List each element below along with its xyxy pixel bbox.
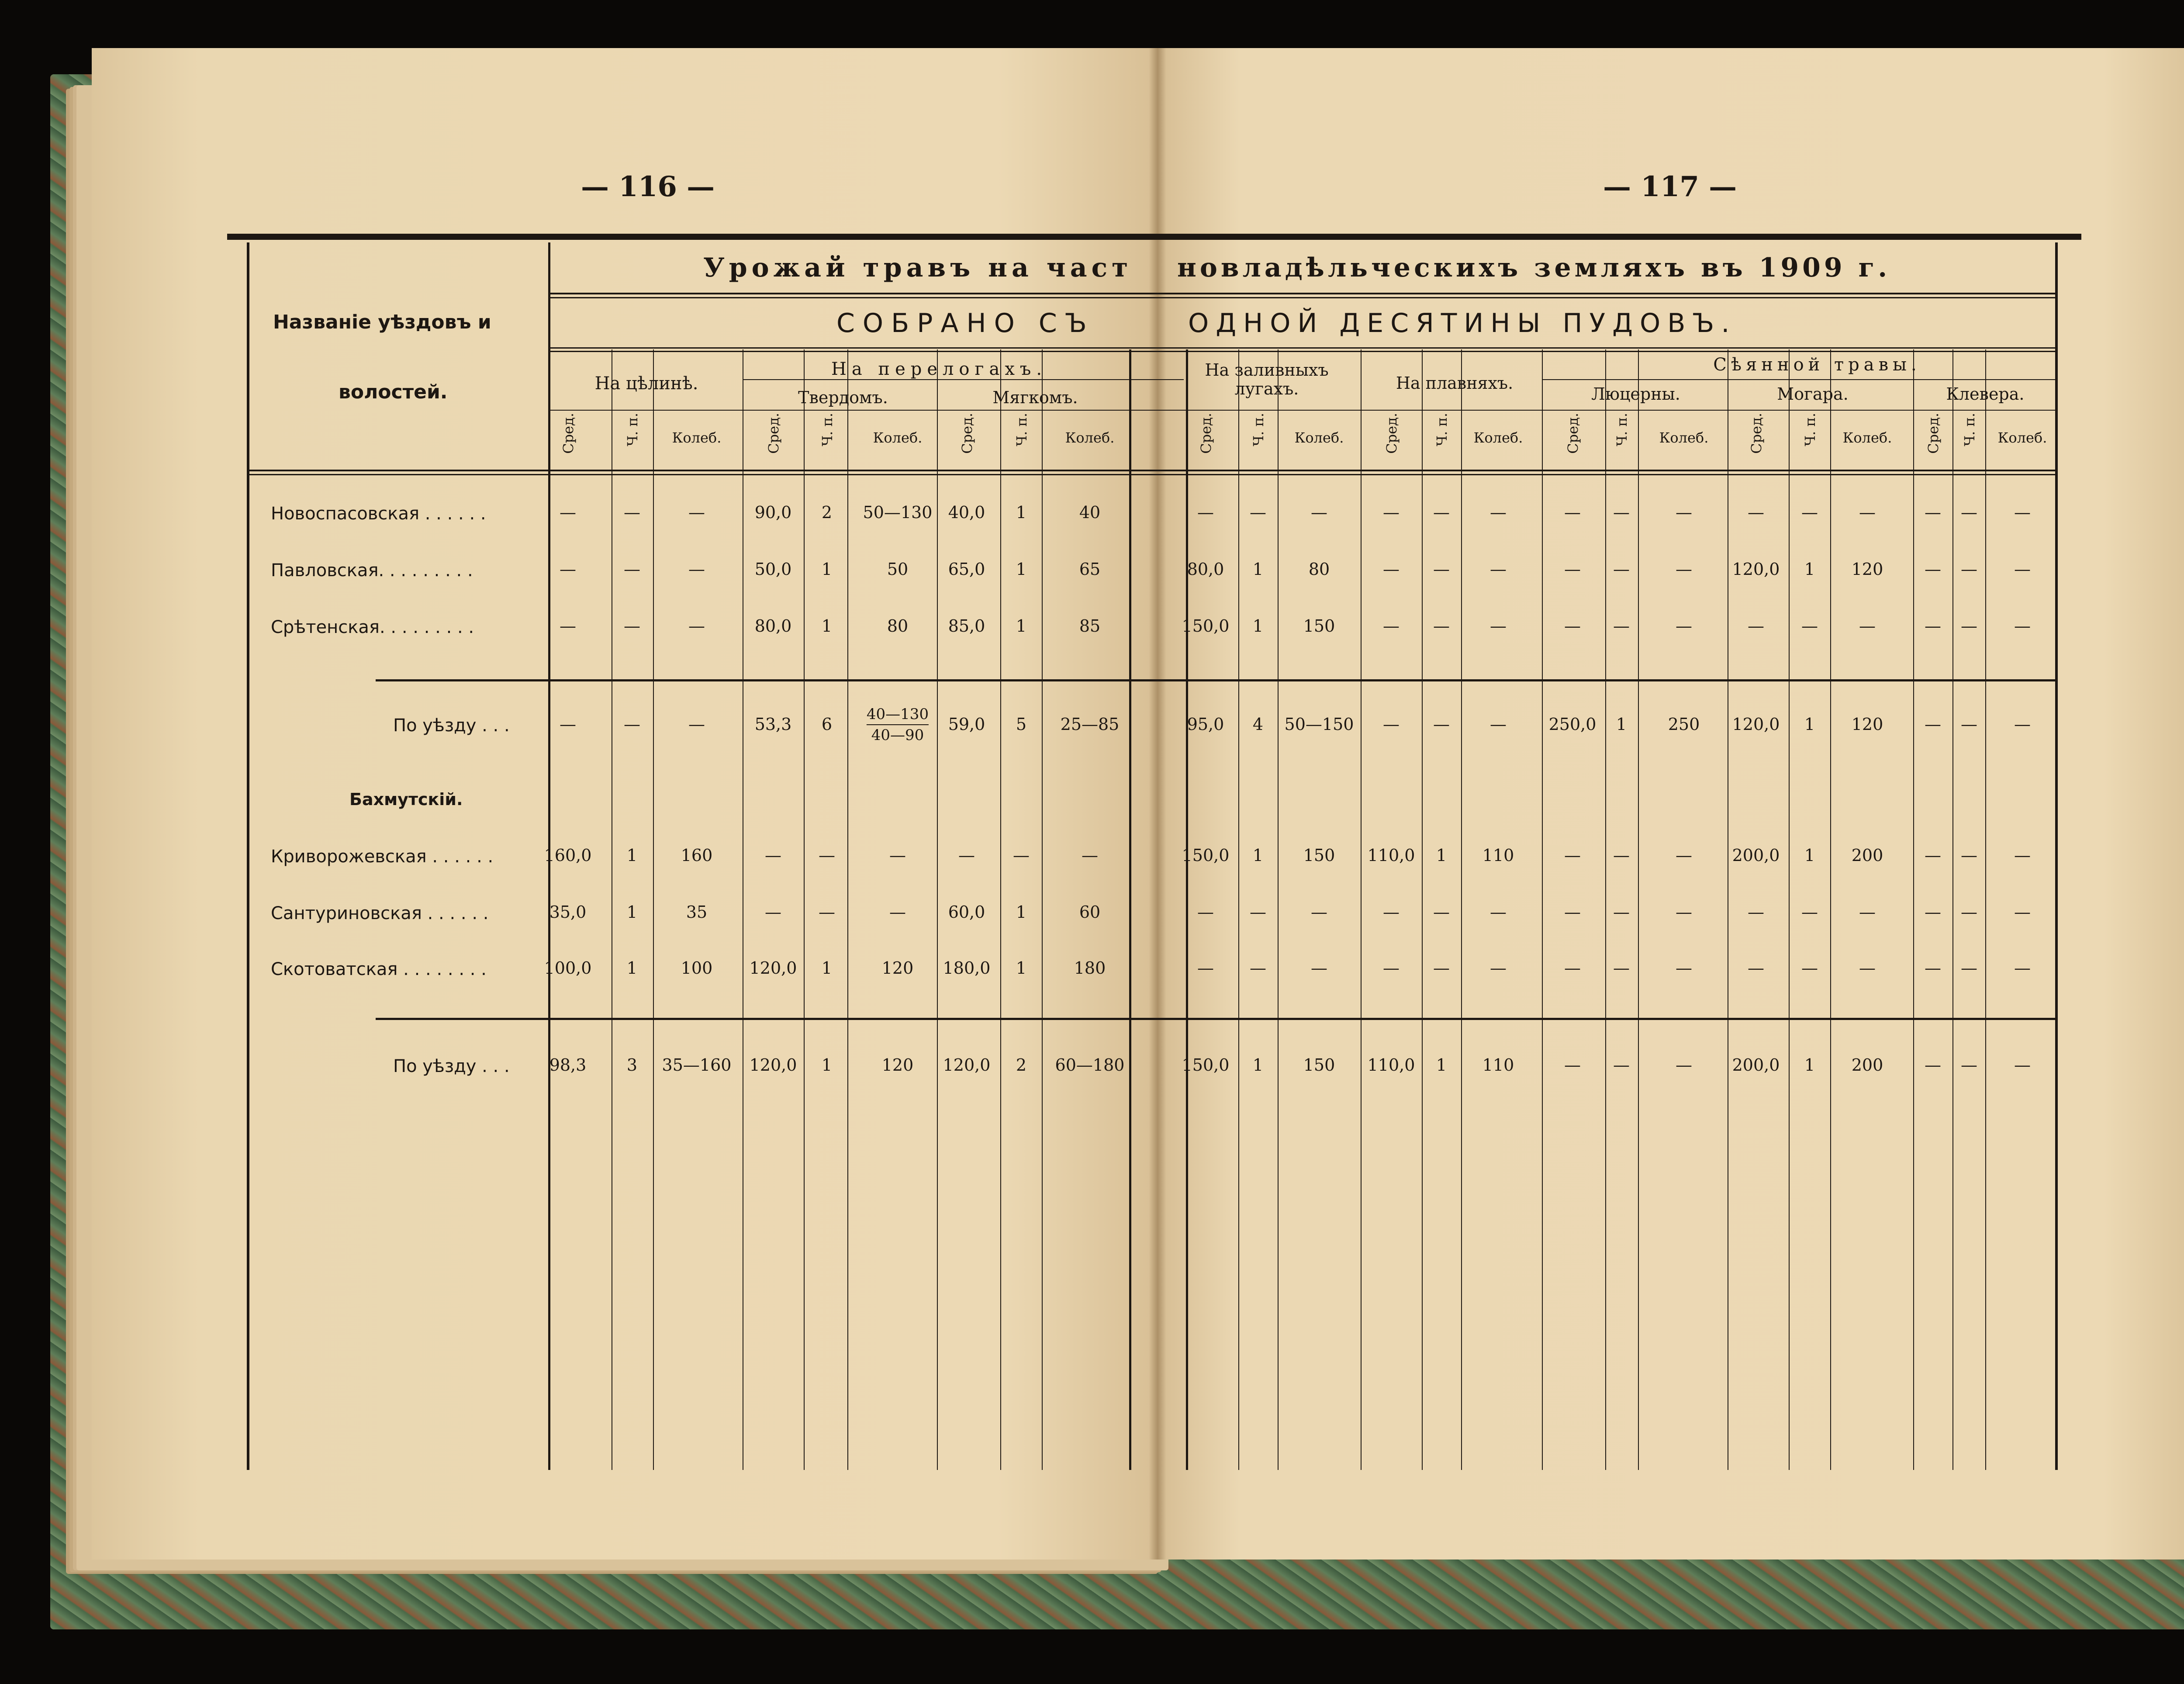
table-cell: 1 (1804, 715, 1815, 734)
table-cell: — (1383, 616, 1400, 636)
table-cell: 50—150 (1284, 715, 1354, 734)
subheader-range: Колеб. (1659, 429, 1709, 446)
table-cell: 120 (1851, 715, 1883, 734)
table-cell: 120,0 (1732, 715, 1780, 734)
table-cell: 1 (1252, 846, 1264, 865)
table-cell: — (1564, 503, 1581, 522)
table-cell: — (1925, 1055, 1941, 1075)
col-group-meadow-line2: лугахъ. (1234, 379, 1299, 398)
column-rule-17 (1605, 349, 1606, 1470)
table-cell: — (624, 616, 640, 636)
table-cell: — (560, 560, 576, 579)
table-cell: 50—130 (863, 503, 933, 522)
table-cell: — (1961, 846, 1977, 865)
table-cell: 1 (1016, 616, 1027, 636)
table-cell: 1 (821, 1055, 833, 1075)
subheader-avg: Сред. (1925, 413, 1942, 454)
total-row-label: По уѣзду . . . (393, 1056, 510, 1076)
table-cell: — (1433, 903, 1450, 922)
fallow-sub-rule (743, 379, 1184, 380)
table-cell: 150,0 (1182, 1055, 1230, 1075)
subheader-range: Колеб. (873, 429, 923, 446)
subheader-avg: Сред. (765, 413, 782, 454)
column-rule-15 (1461, 349, 1462, 1470)
col-subgroup-fallow-soft: Мягкомъ. (992, 388, 1078, 407)
table-cell: 1 (626, 958, 638, 978)
table-cell: — (2014, 715, 2031, 734)
table-cell: — (2014, 1055, 2031, 1075)
table-cell: — (688, 503, 705, 522)
column-rule-22 (1913, 349, 1914, 1470)
table-cell: 85 (1079, 616, 1101, 636)
header-bottom-rule (247, 470, 2057, 471)
title-underline-2 (548, 297, 2057, 298)
table-cell: 1 (1016, 958, 1027, 978)
table-cell: — (2014, 846, 2031, 865)
table-cell: 150,0 (1182, 616, 1230, 636)
table-cell: — (1433, 560, 1450, 579)
table-cell: 1 (626, 903, 638, 922)
table-cell: — (688, 715, 705, 734)
subheader-count: Ч. п. (624, 413, 641, 446)
column-rule-7 (1000, 349, 1001, 1470)
table-cell: — (1748, 503, 1764, 522)
table-cell: — (1433, 503, 1450, 522)
table-cell: — (1383, 715, 1400, 734)
table-cell: 250 (1668, 715, 1700, 734)
col-subgroup-mohar: Могара. (1777, 384, 1849, 404)
table-cell: 1 (626, 846, 638, 865)
table-cell: 1 (1436, 846, 1447, 865)
table-cell: 100,0 (544, 958, 592, 978)
table-cell: 50,0 (754, 560, 792, 579)
table-cell: — (1925, 958, 1941, 978)
table-cell: — (1961, 560, 1977, 579)
table-cell: 160 (681, 846, 713, 865)
subheader-count: Ч. п. (1013, 413, 1030, 446)
table-cell: 1 (1016, 903, 1027, 922)
row-label: Сантуриновская . . . . . . (271, 903, 489, 923)
table-cell: 80 (1308, 560, 1330, 579)
table-cell: — (1801, 903, 1818, 922)
table-cell: 40 (1079, 503, 1101, 522)
table-cell: 65,0 (948, 560, 985, 579)
table-cell: 3 (626, 1055, 638, 1075)
table-cell: 150,0 (1182, 846, 1230, 865)
table-cell: — (1748, 958, 1764, 978)
table-cell: — (1490, 616, 1507, 636)
table-cell: 1 (1436, 1055, 1447, 1075)
row-label: Срѣтенская. . . . . . . . . (271, 617, 474, 637)
table-cell: — (1383, 903, 1400, 922)
column-rule-8 (1042, 349, 1043, 1470)
table-cell: — (1676, 503, 1692, 522)
table-cell: — (2014, 616, 2031, 636)
column-rule-13 (1361, 349, 1362, 1470)
table-cell: 150 (1303, 1055, 1335, 1075)
col-subgroup-fallow-hard: Твердомъ. (798, 388, 888, 407)
column-rule-4 (804, 349, 805, 1470)
table-cell: — (1859, 616, 1876, 636)
table-cell: — (1676, 560, 1692, 579)
table-cell: — (958, 846, 975, 865)
table-cell: 1 (1804, 1055, 1815, 1075)
subheader-count: Ч. п. (1961, 413, 1978, 446)
subheader-avg: Сред. (1565, 413, 1581, 454)
table-cell: — (1925, 560, 1941, 579)
table-cell: 120 (881, 958, 914, 978)
table-cell: — (1564, 846, 1581, 865)
table-cell: — (2014, 503, 2031, 522)
subheader-range: Колеб. (1065, 429, 1115, 446)
table-cell: 200 (1851, 1055, 1883, 1075)
table-cell: 1 (1016, 560, 1027, 579)
table-cell: — (1383, 503, 1400, 522)
table-cell: — (1311, 503, 1327, 522)
table-cell: — (1961, 616, 1977, 636)
subheader-avg: Сред. (959, 413, 975, 454)
stub-header-line2: волостей. (339, 381, 448, 403)
row-label: Новоспасовская . . . . . . (271, 504, 486, 524)
table-cell: — (1613, 616, 1630, 636)
table-cell: — (1311, 958, 1327, 978)
table-cell: — (1383, 958, 1400, 978)
left-page-number: — 116 — (581, 170, 715, 203)
column-rule-18 (1638, 349, 1639, 1470)
subheader-range: Колеб. (1997, 429, 2047, 446)
subtitle-underline (548, 347, 2057, 349)
table-cell: 35 (686, 903, 708, 922)
column-rule-5 (847, 349, 848, 1470)
table-cell: — (819, 903, 835, 922)
table-cell: — (1013, 846, 1030, 865)
table-cell: — (2014, 903, 2031, 922)
table-cell: 110,0 (1367, 1055, 1415, 1075)
table-cell: 120,0 (749, 1055, 797, 1075)
table-cell: — (1564, 560, 1581, 579)
col-subgroup-clover: Клевера. (1946, 384, 2025, 404)
column-rule-21 (1830, 349, 1831, 1470)
table-cell: 1 (1252, 560, 1264, 579)
col-group-sown: Сѣянной травы. (1713, 355, 1921, 375)
column-rule-6 (937, 349, 938, 1470)
table-cell: — (560, 715, 576, 734)
table-cell: 60—180 (1055, 1055, 1125, 1075)
table-cell: 65 (1079, 560, 1101, 579)
right-page-number: — 117 — (1603, 170, 1737, 203)
table-cell: 1 (1016, 503, 1027, 522)
subheader-range: Колеб. (1294, 429, 1344, 446)
table-cell: — (765, 846, 781, 865)
table-subtitle-left: СОБРАНО СЪ (836, 308, 1095, 339)
table-cell: — (1859, 503, 1876, 522)
table-cell: — (1801, 958, 1818, 978)
subheader-avg: Сред. (560, 413, 577, 454)
subheader-count: Ч. п. (1250, 413, 1267, 446)
table-cell: 1 (821, 560, 833, 579)
table-cell: — (688, 616, 705, 636)
table-cell: — (1613, 1055, 1630, 1075)
column-rule-11 (1238, 349, 1239, 1470)
table-cell: — (1383, 560, 1400, 579)
left-border (247, 242, 249, 1470)
col-group-floodplain: На плавняхъ. (1396, 373, 1514, 393)
table-cell: — (1801, 616, 1818, 636)
sown-sub-rule (1542, 379, 2057, 380)
table-cell: — (624, 715, 640, 734)
table-cell: — (1613, 503, 1630, 522)
table-cell: 60,0 (948, 903, 985, 922)
table-cell: 35—160 (662, 1055, 732, 1075)
table-cell: 2 (1016, 1055, 1027, 1075)
column-rule-2 (653, 349, 654, 1470)
table-cell: — (1676, 616, 1692, 636)
table-cell: — (1197, 958, 1214, 978)
table-cell: — (1250, 958, 1266, 978)
total-rule-2 (376, 1018, 2057, 1020)
right-border (2055, 242, 2058, 1470)
table-cell: — (1490, 958, 1507, 978)
table-cell: 1 (821, 616, 833, 636)
table-cell: 110 (1482, 1055, 1514, 1075)
table-cell: 150 (1303, 616, 1335, 636)
stub-header-line1: Названіе уѣздовъ и (273, 311, 491, 333)
subheader-count: Ч. п. (1434, 413, 1450, 446)
table-cell: 1 (1804, 846, 1815, 865)
table-cell: — (1676, 958, 1692, 978)
table-cell: — (1859, 903, 1876, 922)
table-cell: — (1433, 958, 1450, 978)
table-cell: — (1564, 1055, 1581, 1075)
table-cell: — (624, 560, 640, 579)
top-rule (227, 234, 2081, 240)
subheader-avg: Сред. (1748, 413, 1765, 454)
column-rule-10 (1186, 349, 1188, 1470)
table-cell: — (1613, 560, 1630, 579)
column-rule-20 (1789, 349, 1790, 1470)
table-cell: — (1961, 715, 1977, 734)
table-cell: 200,0 (1732, 846, 1780, 865)
col-group-meadow-line1: На заливныхъ (1205, 360, 1329, 380)
table-cell: 85,0 (948, 616, 985, 636)
table-cell: 2 (821, 503, 833, 522)
table-cell: — (1676, 846, 1692, 865)
table-cell: — (1676, 903, 1692, 922)
table-cell: — (1961, 958, 1977, 978)
col-subgroup-lucerne: Люцерны. (1591, 384, 1680, 404)
table-cell: — (1748, 616, 1764, 636)
table-cell: 200 (1851, 846, 1883, 865)
table-cell: — (688, 560, 705, 579)
table-cell: 1 (1804, 560, 1815, 579)
table-cell: 60 (1079, 903, 1101, 922)
table-cell: — (1250, 503, 1266, 522)
column-rule-24 (1985, 349, 1986, 1470)
table-cell: — (819, 846, 835, 865)
column-rule-12 (1278, 349, 1279, 1470)
table-cell: — (1925, 503, 1941, 522)
table-cell: — (1925, 903, 1941, 922)
table-cell: — (1748, 903, 1764, 922)
subheader-range: Колеб. (1842, 429, 1892, 446)
table-cell: — (889, 846, 906, 865)
column-rule-23 (1952, 349, 1953, 1470)
row-label: Скотоватская . . . . . . . . (271, 959, 487, 979)
table-cell: 6 (821, 715, 833, 734)
subheader-avg: Сред. (1198, 413, 1214, 454)
table-cell: — (1859, 958, 1876, 978)
table-cell: — (1961, 1055, 1977, 1075)
table-cell: 80,0 (1187, 560, 1224, 579)
subheader-count: Ч. п. (1614, 413, 1630, 446)
table-cell: — (624, 503, 640, 522)
table-cell: — (1564, 903, 1581, 922)
table-cell: 40—130 40—90 (867, 704, 929, 745)
table-cell: — (1961, 903, 1977, 922)
table-cell: 180 (1074, 958, 1106, 978)
subheader-range: Колеб. (1473, 429, 1523, 446)
table-title-left: Урожай травъ на част (703, 252, 1133, 283)
table-cell: 53,3 (754, 715, 792, 734)
table-cell: 4 (1252, 715, 1264, 734)
table-cell: — (1197, 903, 1214, 922)
table-cell: — (1311, 903, 1327, 922)
table-cell: — (1925, 715, 1941, 734)
table-cell: — (560, 616, 576, 636)
table-cell: — (1490, 560, 1507, 579)
table-cell: — (1564, 616, 1581, 636)
table-cell: 80 (887, 616, 909, 636)
table-cell: 110,0 (1367, 846, 1415, 865)
table-cell: 1 (1252, 1055, 1264, 1075)
table-cell: 59,0 (948, 715, 985, 734)
row-label: Павловская. . . . . . . . . (271, 560, 473, 581)
table-cell: — (1613, 903, 1630, 922)
table-cell: — (1801, 503, 1818, 522)
table-cell: 1 (1616, 715, 1627, 734)
col-group-virgin: На цѣлинѣ. (594, 373, 698, 394)
subheader-range: Колеб. (672, 429, 722, 446)
table-cell: — (1925, 616, 1941, 636)
table-cell: 250,0 (1548, 715, 1597, 734)
table-cell: — (1564, 958, 1581, 978)
table-cell: — (889, 903, 906, 922)
table-cell: — (1250, 903, 1266, 922)
row-label: Криворожевская . . . . . . (271, 847, 494, 867)
table-cell: 95,0 (1187, 715, 1224, 734)
column-rule-9 (1129, 349, 1131, 1470)
table-cell: — (1433, 715, 1450, 734)
table-subtitle-right: ОДНОЙ ДЕСЯТИНЫ ПУДОВЪ. (1188, 308, 1737, 339)
table-cell: — (765, 903, 781, 922)
table-cell: — (1613, 846, 1630, 865)
table-cell: — (1433, 616, 1450, 636)
table-cell: 110 (1482, 846, 1514, 865)
table-cell: 1 (1252, 616, 1264, 636)
table-cell: 98,3 (549, 1055, 587, 1075)
subheader-count: Ч. п. (1802, 413, 1818, 446)
title-underline (548, 293, 2057, 294)
table-cell: — (1490, 503, 1507, 522)
table-cell: 1 (821, 958, 833, 978)
table-cell: 120 (1851, 560, 1883, 579)
table-cell: 120,0 (1732, 560, 1780, 579)
table-cell: 120 (881, 1055, 914, 1075)
table-cell: 180,0 (943, 958, 991, 978)
table-title-right: новладѣльческихъ земляхъ въ 1909 г. (1177, 252, 1891, 283)
table-cell: 50 (887, 560, 909, 579)
table-cell: — (1676, 1055, 1692, 1075)
table-cell: — (1197, 503, 1214, 522)
table-cell: 100 (681, 958, 713, 978)
subheader-avg: Сред. (1383, 413, 1400, 454)
table-cell: 5 (1016, 715, 1027, 734)
table-cell: 35,0 (549, 903, 587, 922)
table-cell: — (2014, 560, 2031, 579)
table-cell: 80,0 (754, 616, 792, 636)
table-cell: — (1490, 715, 1507, 734)
table-cell: — (1961, 503, 1977, 522)
column-rule-16 (1542, 349, 1543, 1470)
table-cell: — (1082, 846, 1098, 865)
column-rule-14 (1422, 349, 1423, 1470)
book-gutter (1149, 48, 1166, 1560)
table-cell: 120,0 (749, 958, 797, 978)
table-cell: 90,0 (754, 503, 792, 522)
table-cell: — (1925, 846, 1941, 865)
district-heading: Бахмутскій. (349, 790, 463, 809)
table-cell: 160,0 (544, 846, 592, 865)
col-group-fallow: На перелогахъ. (831, 359, 1047, 379)
table-cell: 25—85 (1060, 715, 1120, 734)
table-cell: — (560, 503, 576, 522)
table-cell: — (1490, 903, 1507, 922)
subheader-count: Ч. п. (819, 413, 836, 446)
total-row-label: По уѣзду . . . (393, 716, 510, 736)
header-bottom-rule-2 (247, 474, 2057, 475)
table-cell: 200,0 (1732, 1055, 1780, 1075)
table-cell: — (1613, 958, 1630, 978)
table-cell: 120,0 (943, 1055, 991, 1075)
table-cell: 150 (1303, 846, 1335, 865)
total-rule-1 (376, 679, 2057, 681)
table-cell: — (2014, 958, 2031, 978)
table-cell: 40,0 (948, 503, 985, 522)
